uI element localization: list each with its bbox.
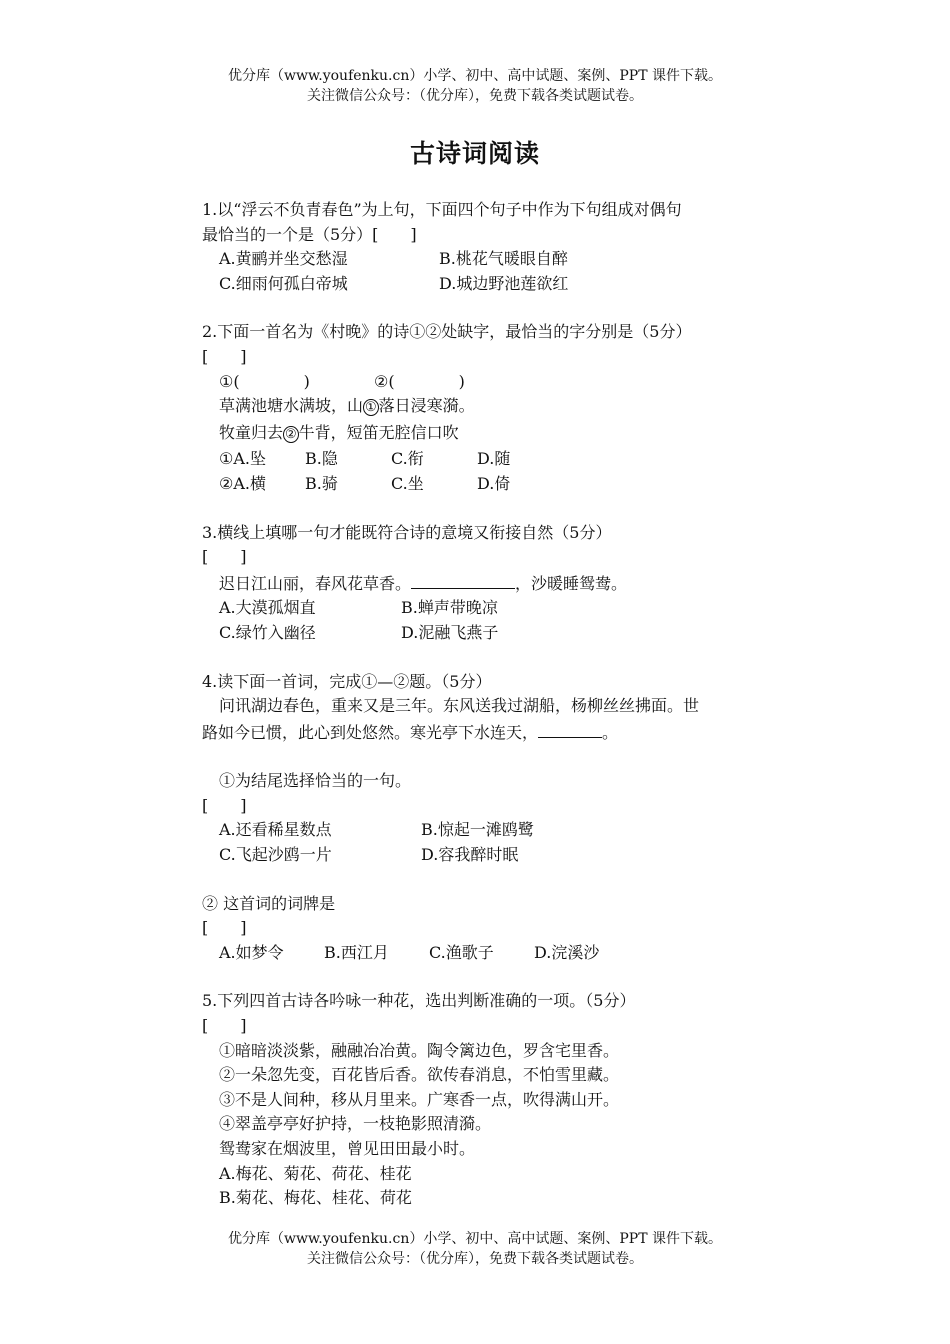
q2-o2-b: B.骑 [305,473,338,493]
q3-option-d: D.泥融飞燕子 [401,622,499,642]
q5-option-b: B.菊花、梅花、桂花、荷花 [219,1188,412,1208]
q5-poem-3: ③不是人间种，移从月里来。广寒香一点，吹得满山开。 [219,1089,620,1109]
q2-o1-a: ①A.坠 [219,449,266,469]
q2-marker-1: ① [365,400,377,416]
q2-stem: 2.下面一首名为《村晚》的诗①②处缺字，最恰当的字分别是（5分） [202,322,692,342]
q5-poem-4-cont: 鸳鸯家在烟波里，曾见田田最小时。 [219,1139,476,1158]
q4-answer-bracket-2: [ ] [202,918,247,938]
q1-option-c: C.细雨何孤白帝城 [219,273,348,293]
q2-poem-2-end: 牛背，短笛无腔信口吹 [298,422,459,442]
q4-options-row-1 [202,818,802,843]
q4-options-row-2 [202,843,802,868]
q4-cipai-b: B.西江月 [324,942,389,962]
q5-poem-2: ②一朵忽先变，百花皆后香。欲传春消息，不怕雪里藏。 [219,1065,620,1085]
question-2 [202,320,802,496]
q3-options-row-1 [202,596,802,621]
q4-sub-1: ①为结尾选择恰当的一句。 [219,771,412,791]
q1-stem-line-2: 最恰当的一个是（5分）[ ] [202,224,417,244]
q2-o1-d: D.随 [477,449,511,469]
q5-stem: 5.下列四首古诗各吟咏一种花，选出判断准确的一项。（5分） [202,991,636,1011]
q4-option-c: C.飞起沙鸥一片 [219,845,332,865]
q4-fill-blank [538,719,602,738]
q1-option-b: B.桃花气暖眼自醉 [439,249,568,269]
q3-poem-end: ，沙暖睡鸳鸯。 [515,573,628,593]
footer-line-2: 关注微信公众号：（优分库），免费下载各类试题试卷。 [307,1251,643,1267]
q4-text-2-end: 。 [602,722,619,742]
q5-answer-bracket: [ ] [202,1016,247,1036]
question-3 [202,521,802,646]
q3-answer-bracket: [ ] [202,547,247,567]
header-line-1: 优分库（www.youfenku.cn）小学、初中、高中试题、案例、PPT 课件下载。 [227,68,722,84]
q2-blank-1: ①( ) [219,371,310,391]
q4-option-b: B.惊起一滩鸥鹭 [421,820,534,840]
q3-fill-blank [411,570,515,589]
q4-option-d: D.容我醉时眠 [421,845,519,865]
document-body [202,198,802,1211]
q4-cipai-d: D.浣溪沙 [534,942,600,962]
q2-o2-d: D.倚 [477,473,511,493]
q4-text-2-start: 路如今已惯，此心到处悠然。寒光亭下水连天， [202,722,539,742]
q2-o1-b: B.隐 [305,449,338,469]
q4-cipai-c: C.渔歌子 [429,942,494,962]
q3-option-a: A.大漠孤烟直 [219,598,316,618]
q3-options-row-2 [202,621,802,646]
q2-poem-2-start: 牧童归去 [219,422,284,442]
q1-option-a: A.黄鹂并坐交愁湿 [219,249,348,269]
q4-answer-bracket-1: [ ] [202,795,247,815]
q2-poem-1-start: 草满池塘水满坡，山 [219,396,364,416]
q4-options-row-3 [202,941,802,966]
q2-options-1 [202,447,802,472]
q3-poem-start: 迟日江山丽，春风花草香。 [219,573,412,593]
page-title: 古诗词阅读 [409,139,540,168]
q4-text-line-1: 问讯湖边春色，重来又是三年。东风送我过湖船，杨柳丝丝拂面。世 [219,696,700,716]
q3-option-c: C.绿竹入幽径 [219,622,316,642]
q2-o2-a: ②A.横 [219,473,266,493]
q2-blank-2: ②( ) [374,371,465,391]
q1-options-row-1 [202,247,802,272]
question-1 [202,198,802,296]
page-footer [0,1229,950,1269]
q5-poem-4: ④翠盖亭亭好护持，一枝艳影照清漪。 [219,1114,492,1134]
q4-sub-2: ② 这首词的词牌是 [202,893,336,913]
q3-option-b: B.蝉声带晚凉 [401,598,498,618]
q2-blanks [202,370,802,395]
q1-option-d: D.城边野池莲欲红 [439,273,569,293]
q2-answer-bracket: [ ] [202,346,247,366]
q1-options-row-2 [202,272,802,297]
q2-poem-line-1 [202,394,802,421]
q3-stem: 3.横线上填哪一句才能既符合诗的意境又衔接自然（5分） [202,522,612,542]
q1-stem-line-1: 1.以“浮云不负青春色”为上句，下面四个句子中作为下句组成对偶句 [202,200,682,219]
q4-cipai-a: A.如梦令 [219,942,284,962]
q2-poem-1-end: 落日浸寒漪。 [378,396,475,416]
question-5 [202,989,802,1210]
q4-stem: 4.读下面一首词，完成①—②题。（5分） [202,671,492,691]
q2-o2-c: C.坐 [391,473,424,493]
page-header [0,66,950,106]
q2-o1-c: C.衔 [391,449,424,469]
q5-option-a: A.梅花、菊花、荷花、桂花 [219,1163,412,1183]
question-4 [202,670,802,966]
q4-text-line-2 [202,719,802,746]
q2-options-2 [202,472,802,497]
q2-marker-2: ② [285,426,297,442]
header-line-2: 关注微信公众号：（优分库），免费下载各类试题试卷。 [307,88,643,104]
q2-poem-line-2 [202,421,802,448]
q4-option-a: A.还看稀星数点 [219,820,332,840]
footer-line-1: 优分库（www.youfenku.cn）小学、初中、高中试题、案例、PPT 课件下载。 [227,1231,722,1247]
q5-poem-1: ①暗暗淡淡紫，融融冶冶黄。陶令篱边色，罗含宅里香。 [219,1040,620,1060]
q3-poem [202,570,802,597]
